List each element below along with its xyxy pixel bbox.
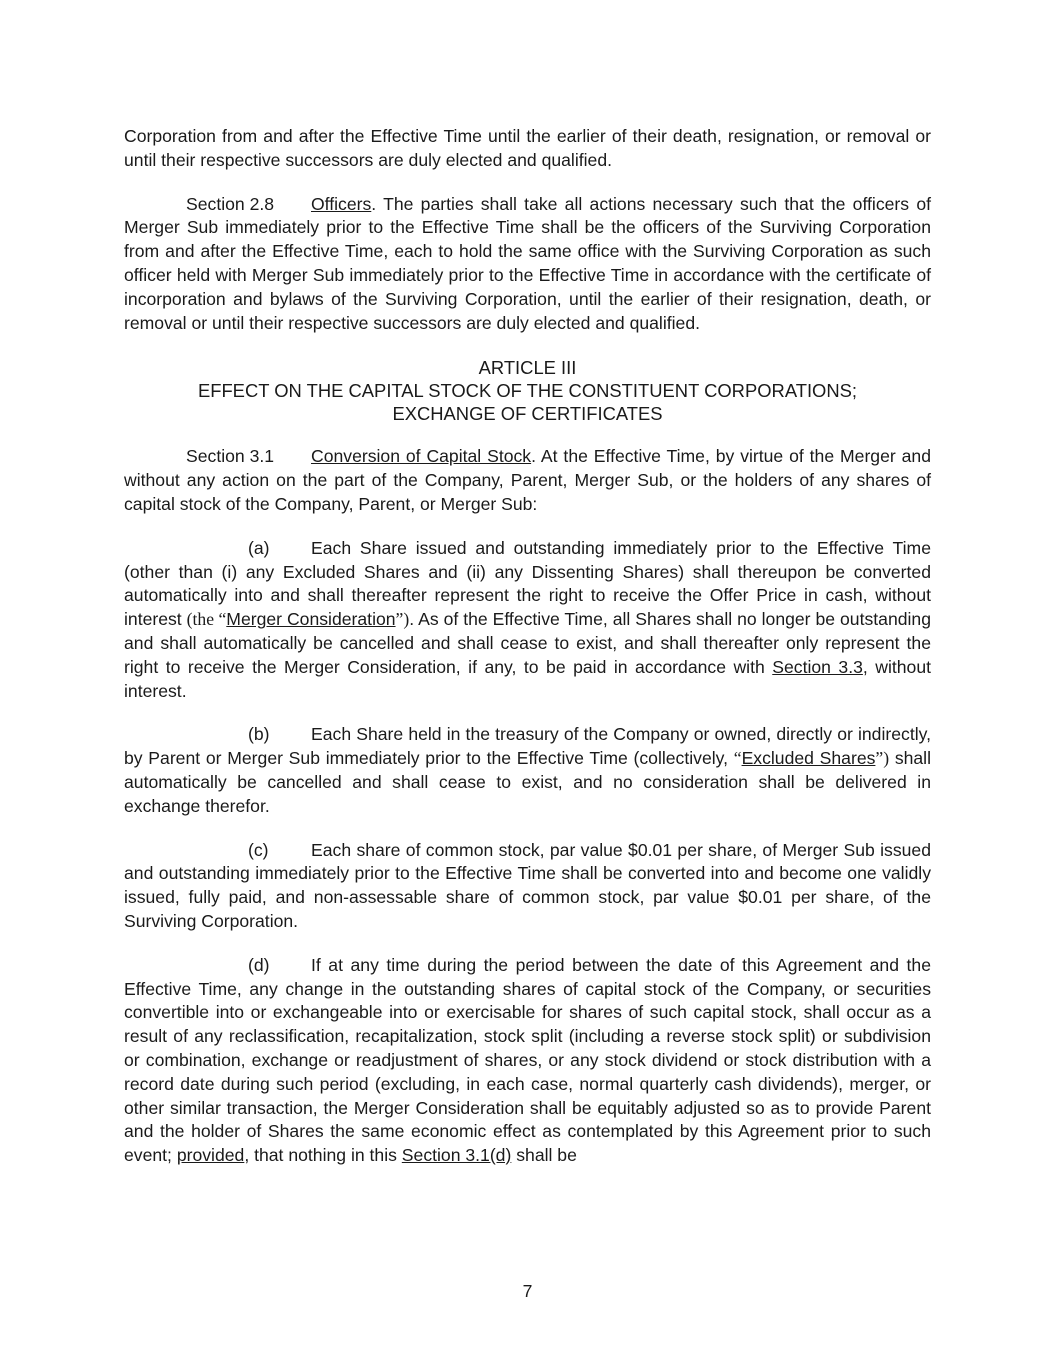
clause-d-text-3: shall be [511, 1145, 577, 1166]
merger-consideration-term: Merger Consideration [226, 609, 396, 630]
clause-a-paragraph [124, 537, 931, 704]
clause-b-label: (b) [248, 724, 270, 745]
clause-a-paren-open: (the “ [186, 609, 227, 630]
clause-b-paragraph [124, 723, 931, 818]
section-3-1-d-reference: Section 3.1(d) [401, 1145, 512, 1166]
section-2-8-paragraph [124, 193, 931, 336]
clause-b-text-1: Each Share held in the treasury of the Company or owned, directly or indirectly, by Parent or Merger Sub immediately prior to the Effective Time (collectively, [124, 724, 931, 769]
clause-a-text-3: , without interest. [124, 656, 932, 701]
article-title-line-1: EFFECT ON THE CAPITAL STOCK OF THE CONSTITUENT CORPORATIONS; [197, 380, 858, 402]
clause-a-paren-close: ”) [395, 609, 410, 630]
clause-b-close-quote: ”) [875, 748, 890, 769]
article-number: ARTICLE III [478, 357, 577, 379]
section-3-1-paragraph [124, 445, 931, 516]
section-2-8-number: Section 2.8 [186, 193, 275, 214]
article-title-line-2: EXCHANGE OF CERTIFICATES [392, 403, 663, 425]
clause-c-paragraph [124, 839, 931, 934]
clause-d-text-1: If at any time during the period between the date of this Agreement and the Effective Time, any change in the outstanding shares of capital stock of the Company, or securities convertible into or exchangeable into or exercisable for shares of such capital stock, shall occur as a result of any reclassification, recapitalization, stock split (including a reverse stock split) or subdivision or combination, exchange or readjustment of shares, or any stock dividend or stock distribution with a record date during such period (excluding, in each case, normal quarterly cash dividends), merger, or other similar transaction, the Merger Consideration shall be equitably adjusted so as to provide Parent and the holder of Shares the same economic effect as contemplated by this Agreement prior to such event; [124, 954, 931, 1166]
document-body [124, 125, 931, 1168]
clause-c-text: Each share of common stock, par value $0.01 per share, of Merger Sub issued and outstanding immediately prior to the Effective Time shall be converted into and become one validly issued, fully paid, and non-assessable share of common stock, par value $0.01 per share, of the Surviving Corporation. [124, 839, 931, 931]
clause-b-text-2: shall automatically be cancelled and shall cease to exist, and no consideration shall be delivered in exchange therefor. [124, 748, 932, 816]
section-3-3-reference: Section 3.3 [772, 656, 863, 677]
provided-term: provided [176, 1145, 245, 1166]
section-3-1-title: Conversion of Capital Stock [311, 446, 532, 467]
section-2-8-title: Officers [311, 193, 372, 214]
clause-a-text-1: Each Share issued and outstanding immediately prior to the Effective Time (other than (i) any Excluded Shares and (ii) any Dissenting Shares) shall thereupon be converted automatically into and shall thereafter represent the right to receive the Offer Price in cash, without interest [124, 537, 931, 630]
clause-a-text-2: . As of the Effective Time, all Shares shall no longer be outstanding and shall automatically be cancelled and shall cease to exist, and shall thereafter only represent the right to receive the Merger Consideration, if any, to be paid in accordance with [124, 609, 931, 677]
article-heading [124, 356, 931, 425]
clause-b-open-quote: “ [733, 748, 742, 769]
clause-c-label: (c) [248, 839, 269, 860]
section-2-8-text: . The parties shall take all actions necessary such that the officers of Merger Sub immediately prior to the Effective Time shall be the officers of the Surviving Corporation from and after the Effective Time, each to hold the same office with the Surviving Corporation as such officer held with Merger Sub immediately prior to the Effective Time in accordance with the certificate of incorporation and bylaws of the Surviving Corporation, until the earlier of their resignation, death, or removal or until their respective successors are duly elected and qualified. [124, 193, 931, 333]
clause-d-label: (d) [248, 954, 270, 975]
intro-paragraph: Corporation from and after the Effective Time until the earlier of their death, resignation, or removal or until their respective successors are duly elected and qualified. [124, 126, 931, 170]
clause-a-label: (a) [248, 537, 270, 558]
excluded-shares-term: Excluded Shares [741, 748, 876, 769]
section-3-1-number: Section 3.1 [186, 446, 275, 467]
clause-d-text-2: , that nothing in this [244, 1145, 402, 1166]
section-3-1-text: . At the Effective Time, by virtue of the Merger and without any action on the part of the Company, Parent, Merger Sub, or the holders of any shares of capital stock of the Company, Parent, or Merger Sub: [124, 446, 931, 514]
clause-d-paragraph [124, 954, 931, 1168]
page-number: 7 [522, 1281, 533, 1301]
